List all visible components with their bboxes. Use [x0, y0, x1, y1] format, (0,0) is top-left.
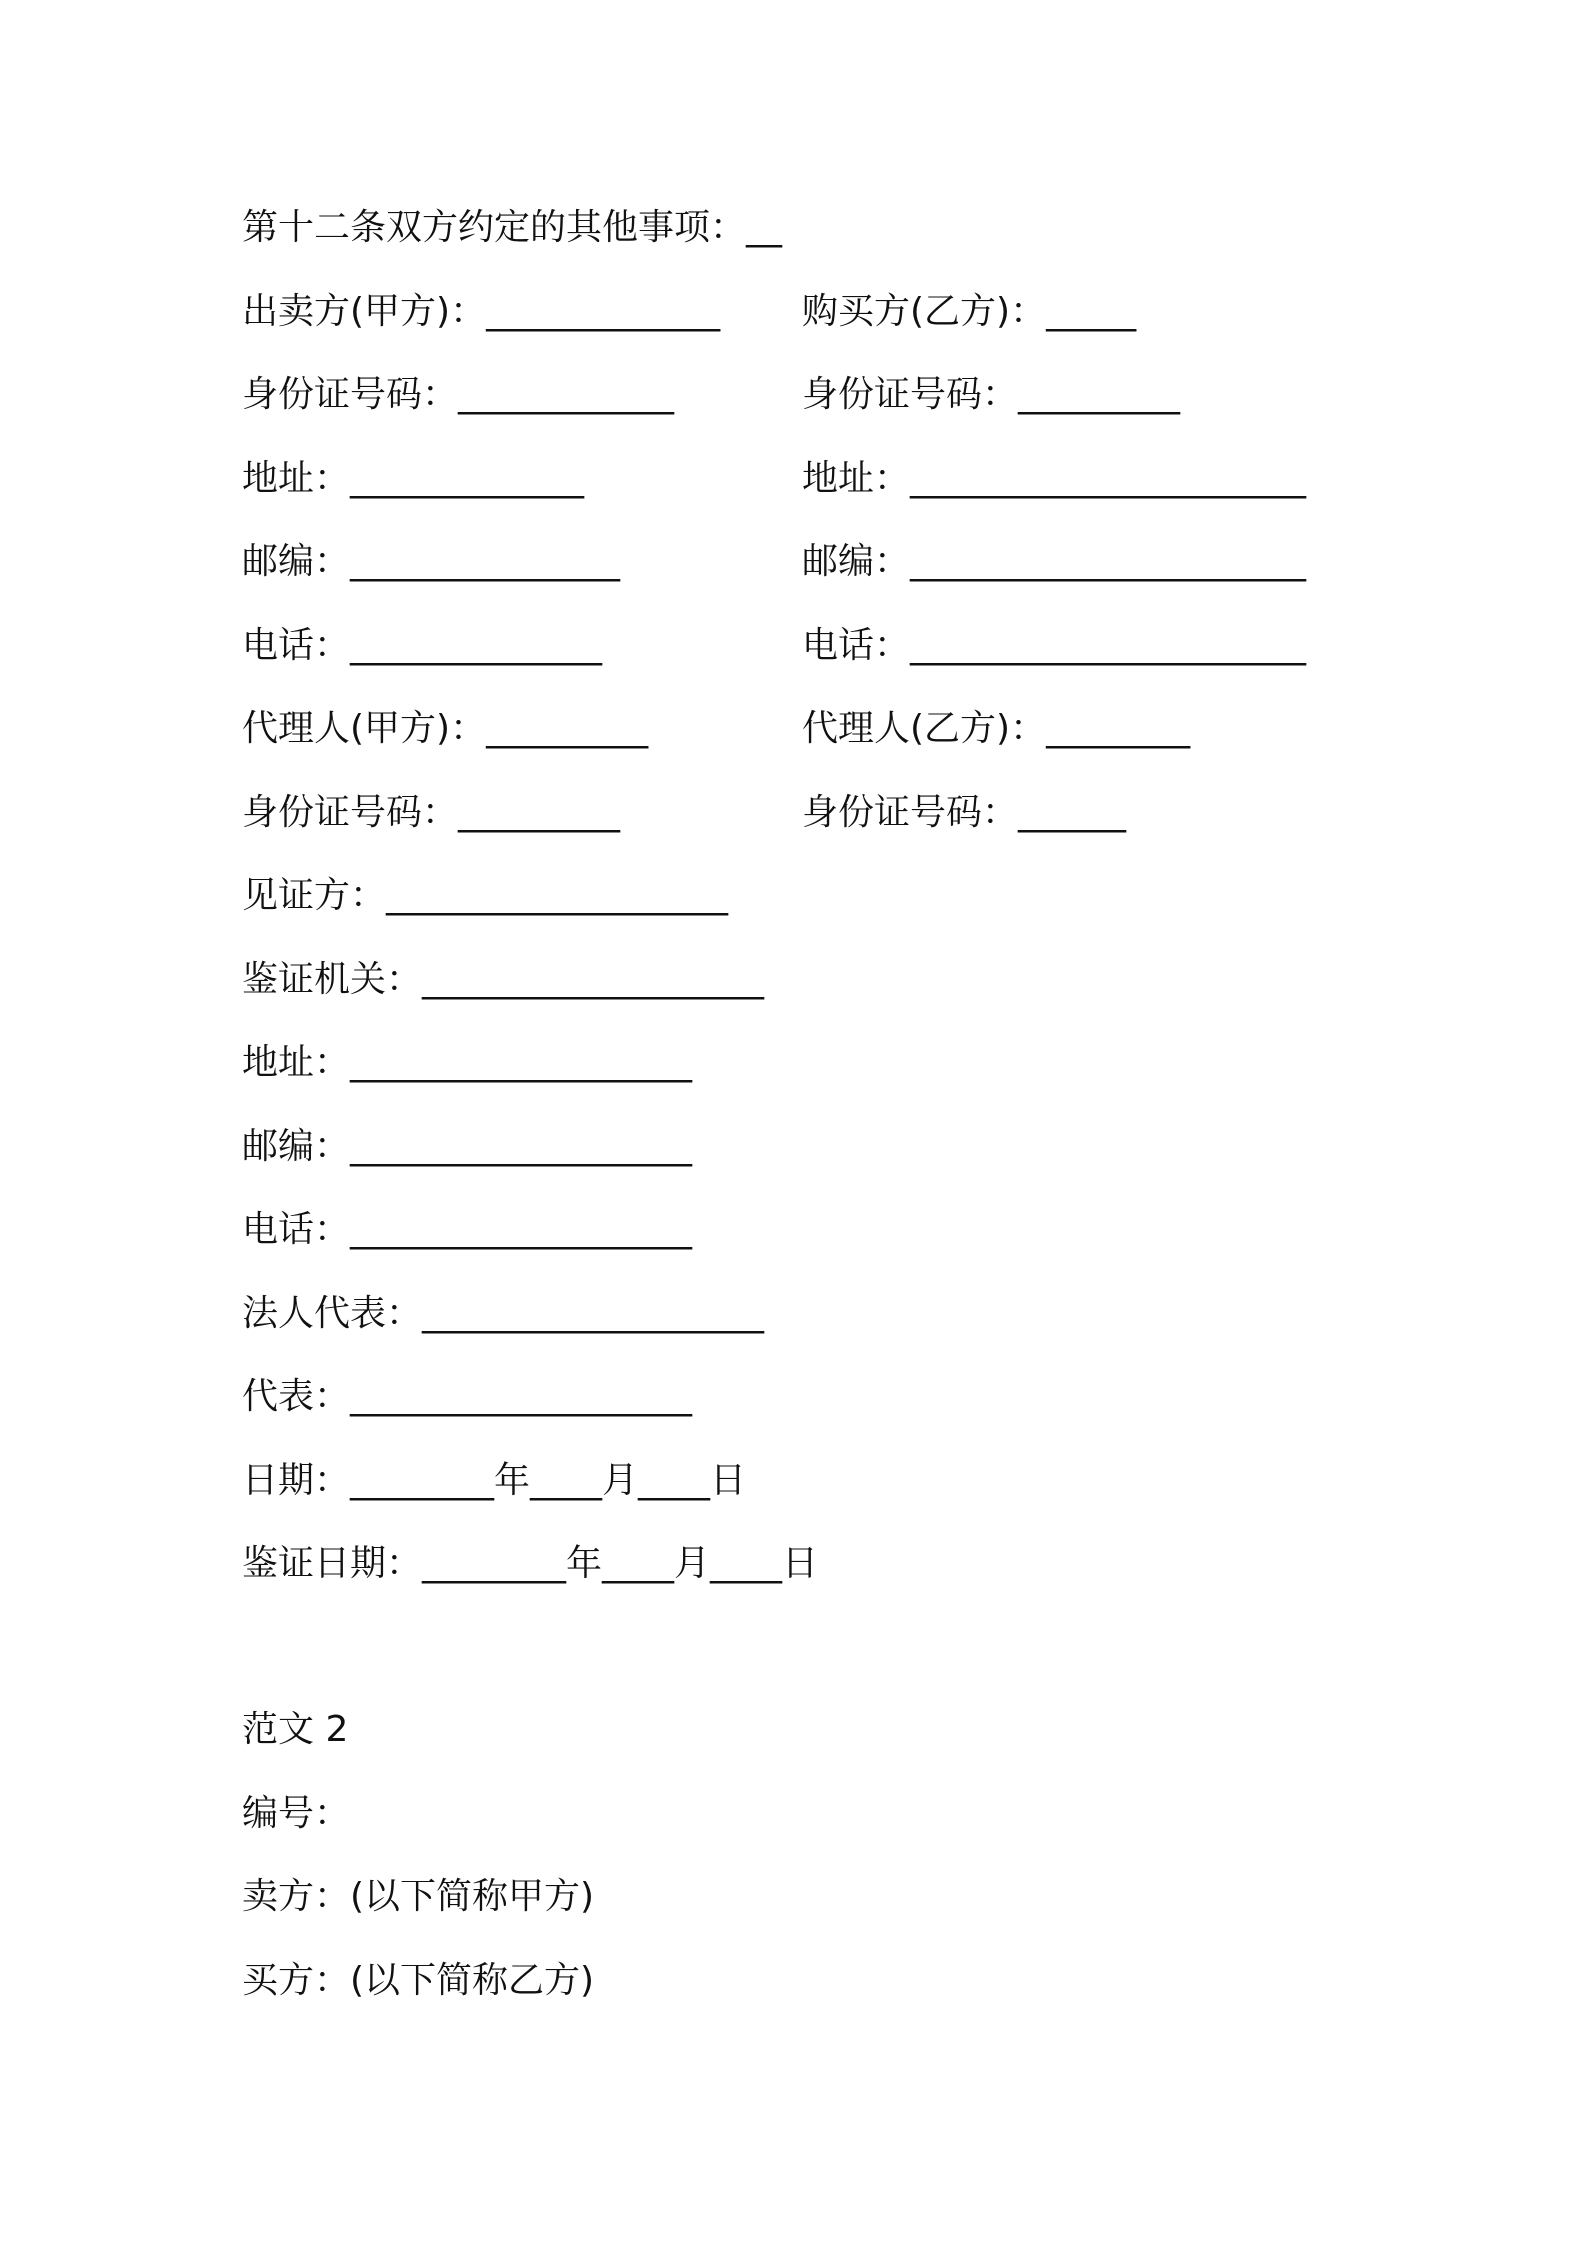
buyer-agent-field: 代理人(乙方)：________: [802, 708, 1191, 749]
legal-representative-field: 法人代表：___________________: [242, 1293, 765, 1334]
seller-address-field: 地址：_____________: [242, 458, 585, 499]
seller-agent-field: 代理人(甲方)：_________: [242, 708, 649, 749]
buyer-agent-id-number-field: 身份证号码：______: [802, 792, 1127, 833]
sample-2-title: 范文 2: [242, 1709, 349, 1750]
representative-field: 代表：___________________: [242, 1376, 693, 1417]
buyer-postcode-field: 邮编：______________________: [802, 541, 1307, 582]
seller-agent-id-number-field: 身份证号码：_________: [242, 792, 621, 833]
buyer-line: 买方：(以下简称乙方): [242, 1960, 595, 2001]
buyer-address-field: 地址：______________________: [802, 458, 1307, 499]
seller-phone-field: 电话：______________: [242, 625, 603, 666]
attesting-authority-field: 鉴证机关：___________________: [242, 959, 765, 1000]
buyer-party-field: 购买方(乙方)：_____: [802, 291, 1137, 332]
seller-id-number-field: 身份证号码：____________: [242, 374, 675, 415]
date-field: 日期：________年____月____日: [242, 1460, 747, 1501]
witness-party-field: 见证方：___________________: [242, 875, 729, 916]
buyer-id-number-field: 身份证号码：_________: [802, 374, 1181, 415]
witness-phone-field: 电话：___________________: [242, 1209, 693, 1250]
buyer-phone-field: 电话：______________________: [802, 625, 1307, 666]
seller-party-field: 出卖方(甲方)：_____________: [242, 291, 721, 332]
witness-postcode-field: 邮编：___________________: [242, 1126, 693, 1167]
witness-address-field: 地址：___________________: [242, 1042, 693, 1083]
seller-postcode-field: 邮编：_______________: [242, 541, 621, 582]
seller-line: 卖方：(以下简称甲方): [242, 1876, 595, 1917]
clause-12-heading: 第十二条双方约定的其他事项：__: [242, 207, 783, 248]
attest-date-field: 鉴证日期：________年____月____日: [242, 1543, 819, 1584]
contract-number-field: 编号：: [242, 1793, 351, 1834]
